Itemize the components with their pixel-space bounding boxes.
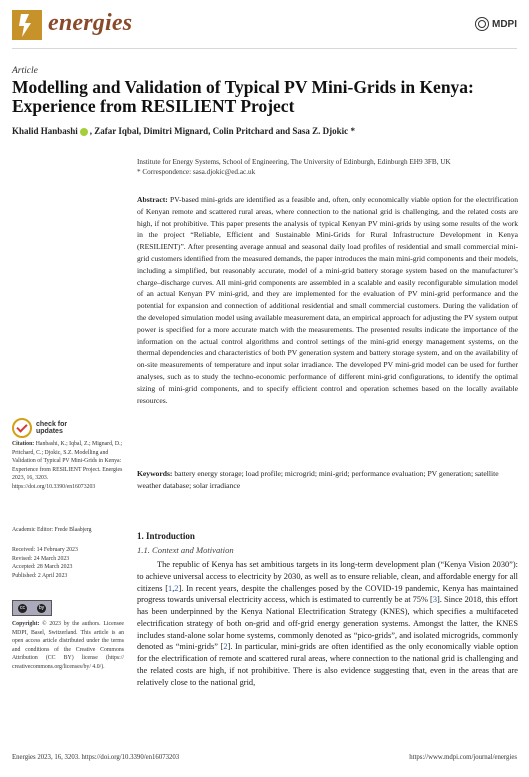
check-for-updates-button[interactable] — [12, 418, 67, 438]
keywords — [137, 468, 518, 491]
citation-ref-link[interactable]: 2 — [223, 642, 228, 652]
date-received: Received: 14 February 2023 — [12, 547, 78, 553]
author-name[interactable]: Zafar Iqbal — [94, 126, 139, 136]
check-updates-line1: check for — [36, 420, 68, 428]
author-name[interactable]: Khalid Hanbashi — [12, 126, 78, 136]
paragraph-text: ]. Since 2018, this effort has been underpinned by the Kenya National Electrification Strategy (KNES), which specifies a multifaceted electrification strategy of both on-grid and off-grid energy generation systems. Amongst the latter, the KNES includes stand-alone solar home systems, commonly denoted as “pico-grids”, and isolated microgrids, commonly denoted as “mini-grids” [ — [137, 595, 518, 652]
publisher-name: MDPI — [492, 18, 517, 30]
publisher-logo — [475, 17, 517, 31]
journal-name: energies — [48, 10, 133, 36]
check-updates-icon — [12, 418, 32, 438]
citation-ref-link[interactable]: 3 — [432, 595, 437, 605]
author-name[interactable]: Dimitri Mignard — [143, 126, 209, 136]
orcid-icon[interactable] — [80, 128, 88, 136]
cc-icon: cc — [20, 604, 25, 611]
author-separator: * — [348, 126, 355, 136]
section-heading: 1. Introduction — [137, 531, 195, 541]
by-icon: by — [38, 604, 45, 611]
academic-editor: Academic Editor: Frede Blaabjerg — [12, 527, 92, 533]
affiliation-block — [137, 158, 517, 177]
cc-by-license-badge[interactable] — [12, 600, 52, 616]
keywords-text: battery energy storage; load profile; microgrid; mini-grid; performance evaluation; PV generation; satellite weather database; solar irradiance — [137, 469, 499, 490]
paragraph-text: ]. In recent years, despite the challenges posed by the COVID-19 pandemic, Kenya has maintained progress towards universal electricity access, which is estimated to currently be at 75% [ — [137, 583, 518, 605]
abstract-label: Abstract: — [137, 195, 168, 204]
paragraph-text: ]. In particular, mini-grids are often identified as the only economically viable option for the electrification of remote and scattered rural areas, where connection to the national grid is challenging and the related costs are high, if not prohibitive. There is also evidence suggesting that, even in the areas that are relatively close to the national grid, — [137, 642, 518, 687]
article-title: Modelling and Validation of Typical PV Mini-Grids in Kenya: Experience from RESILIENT Project — [12, 77, 474, 116]
author-list — [12, 126, 355, 136]
footer-journal-link[interactable]: https://www.mdpi.com/journal/energies — [409, 754, 517, 761]
author-separator: , — [138, 126, 144, 136]
correspondence: * Correspondence: sasa.djokic@ed.ac.uk — [137, 167, 256, 176]
journal-logo — [12, 10, 42, 40]
date-revised: Revised: 24 March 2023 — [12, 555, 70, 562]
citation-label: Citation: — [12, 441, 35, 447]
check-updates-line2: updates — [36, 428, 63, 435]
copyright-label: Copyright: — [12, 621, 40, 627]
keywords-label: Keywords: — [137, 469, 173, 478]
copyright-text: © 2023 by the authors. Licensee MDPI, Basel, Switzerland. This article is an open access article distributed under the terms and conditions of the Creative Commons Attribution (CC BY) license (https:// creativecommons.org/licenses/by/ 4.0/). — [12, 621, 124, 670]
header-divider — [12, 48, 517, 49]
date-published: Published: 2 April 2023 — [12, 572, 68, 579]
energies-lightning-icon — [12, 10, 42, 40]
mdpi-icon — [475, 17, 489, 31]
author-separator: , — [89, 126, 95, 136]
paragraph-text: , — [172, 583, 175, 593]
abstract-text: PV-based mini-grids are identified as a feasible and, often, only economically viable option for the electrification of Kenyan remote and scattered rural areas, where connection to the national grid is challenging, and the related costs are high, if not prohibitive. This paper presents the analysis of typical Kenyan PV mini-grids by using some results of the work in the project “Reliable, Efficient and Sustainable Mini-Grids for Rural Infrastructure Development in Kenya (RESILIENT)”. After presenting average annual and seasonal daily load profiles of residential and small commercial mini-grid customers identified from the measured demands, the paper introduces the main mini-grid components and their models, including a simplified, but reasonably accurate, model of a mini-grid battery storage system based on the manufacturer’s charge–discharge curves. All mini-grid components are assembled in a scalable and easily reconfigurable simulation model of an actual Kenyan PV mini-grid, and they are implemented for the evaluation of PV mini-grid performance and the potential for expansion and connection of additional residential and small commercial customers. During the validation of the developed simulation model using available measurement data, an empirical approach for adjusting the PV system output power is specified for a more accurate match with the measurements. The presented results indicate the importance of the information on the actual control algorithms and control settings of the mini-grid energy management systems, on the thermal dependencies and characteristics of both PV generation system and battery storage system, and on the availability of on-site measurements of temperature and input solar irradiance. The developed PV mini-grid model can be used for further analyses, such as to study the techno-economic performance of different mini-grid configurations, to identify the optimal sizing of mini-grid components, and to specify efficient control and operation schemes based on the locally available resources. — [137, 195, 518, 405]
affiliation: Institute for Energy Systems, School of Engineering, The University of Edinburgh, Edinburgh EH9 3FB, UK — [137, 158, 451, 166]
citation-ref-link[interactable]: 2 — [174, 583, 179, 593]
date-accepted: Accepted: 28 March 2023 — [12, 564, 73, 570]
author-name[interactable]: Colin Pritchard — [212, 126, 274, 136]
date-block — [12, 546, 124, 580]
abstract — [137, 194, 518, 406]
footer-citation: Energies 2023, 16, 3203. https://doi.org/10.3390/en16073203 — [12, 754, 180, 761]
author-separator: and — [273, 126, 293, 136]
introduction-text — [137, 559, 518, 688]
copyright-block — [12, 620, 124, 671]
author-name[interactable]: Sasa Z. Djokic — [292, 126, 349, 136]
citation-block — [12, 440, 124, 491]
subsection-heading: 1.1. Context and Motivation — [137, 545, 234, 555]
author-separator: , — [208, 126, 213, 136]
citation-text: Hanbashi, K.; Iqbal, Z.; Mignard, D.; Pritchard, C.; Djokic, S.Z. Modelling and Validation of Typical PV Mini-Grids in Kenya: Experience from RESILIENT Project. Energies 2023, 16, 3203. https://doi.org/10.3390/en16073203 — [12, 441, 123, 490]
citation-ref-link[interactable]: 1 — [168, 583, 173, 593]
intro-paragraph — [137, 559, 518, 688]
paragraph-text: The republic of Kenya has set ambitious targets in its long-term development plan (“Kenya Vision 2030”): to achieve universal access to electricity by 2030, as well as to ensure reliable, clean, and affordable energy for all citizens [ — [137, 560, 518, 593]
article-type: Article — [12, 66, 38, 76]
